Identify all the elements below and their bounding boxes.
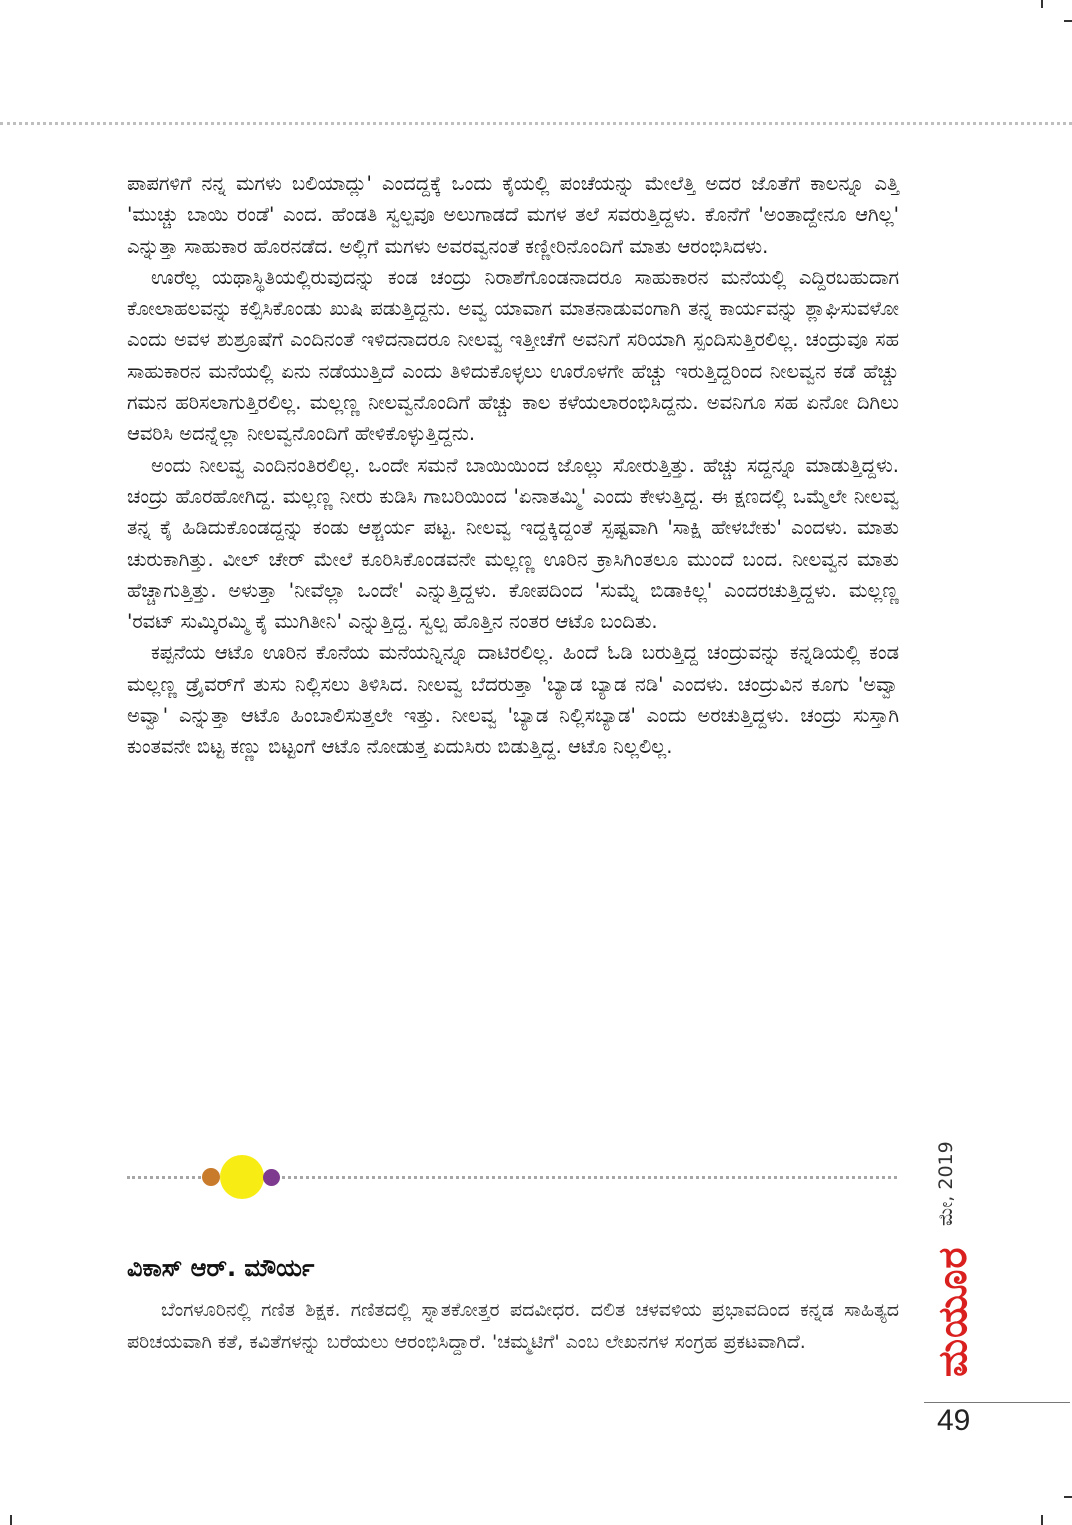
page-number: 49 <box>937 1404 971 1437</box>
paragraph: ಕಪ್ಪನೆಯ ಆಟೊ ಊರಿನ ಕೊನೆಯ ಮನೆಯನ್ನಿನ್ನೂ ದಾಟಿರಲಿಲ್ಲ. ಹಿಂದೆ ಓಡಿ ಬರುತ್ತಿದ್ದ ಚಂದ್ರುವನ್ನು ಕನ್ನಡಿಯಲ್ಲಿ ಕಂಡ ಮಲ್ಲಣ್ಣ ಡ್ರೈವರ್‌ಗೆ ತುಸು ನಿಲ್ಲಿಸಲು ತಿಳಿಸಿದ. ನೀಲವ್ವ ಬೆದರುತ್ತಾ 'ಬ್ಯಾಡ ಬ್ಯಾಡ ನಡಿ' ಎಂದಳು. ಚಂದ್ರುವಿನ ಕೂಗು 'ಅವ್ವಾ ಅವ್ವಾ' ಎನ್ನುತ್ತಾ ಆಟೊ ಹಿಂಬಾಲಿಸುತ್ತಲೇ ಇತ್ತು. ನೀಲವ್ವ 'ಬ್ಯಾಡ ನಿಲ್ಲಿಸಬ್ಯಾಡ' ಎಂದು ಅರಚುತ್ತಿದ್ದಳು. ಚಂದ್ರು ಸುಸ್ತಾಗಿ ಕುಂತವನೇ ಬಿಟ್ಟ ಕಣ್ಣು ಬಿಟ್ಟಂಗೆ ಆಟೊ ನೋಡುತ್ತ ಏದುಸಿರು ಬಿಡುತ್ತಿದ್ದ. ಆಟೊ ನಿಲ್ಲಲಿಲ್ಲ. <box>127 641 899 759</box>
crop-mark-bottom-left <box>10 1515 12 1525</box>
issue-date: ಮೇ, 2019 <box>935 1141 957 1226</box>
divider-dot-orange <box>202 1168 220 1186</box>
divider-dot-purple <box>263 1169 280 1186</box>
divider-dot-yellow <box>220 1155 264 1199</box>
paragraph: ಊರೆಲ್ಲ ಯಥಾಸ್ಥಿತಿಯಲ್ಲಿರುವುದನ್ನು ಕಂಡ ಚಂದ್ರು ನಿರಾಶೆಗೊಂಡನಾದರೂ ಸಾಹುಕಾರನ ಮನೆಯಲ್ಲಿ ಎದ್ದಿರಬಹುದಾಗ ಕೋಲಾಹಲವನ್ನು ಕಲ್ಪಿಸಿಕೊಂಡು ಖುಷಿ ಪಡುತ್ತಿದ್ದನು. ಅವ್ವ ಯಾವಾಗ ಮಾತನಾಡುವಂಗಾಗಿ ತನ್ನ ಕಾರ್ಯವನ್ನು ಶ್ಲಾಘಿಸುವಳೋ ಎಂದು ಅವಳ ಶುಶ್ರೂಷೆಗೆ ಎಂದಿನಂತೆ ಇಳಿದನಾದರೂ ನೀಲವ್ವ ಇತ್ತೀಚೆಗೆ ಅವನಿಗೆ ಸರಿಯಾಗಿ ಸ್ಪಂದಿಸುತ್ತಿರಲಿಲ್ಲ. ಚಂದ್ರುವೂ ಸಹ ಸಾಹುಕಾರನ ಮನೆಯಲ್ಲಿ ಏನು ನಡೆಯುತ್ತಿದೆ ಎಂದು ತಿಳಿದುಕೊಳ್ಳಲು ಊರೊಳಗೇ ಹೆಚ್ಚು ಇರುತ್ತಿದ್ದರಿಂದ ನೀಲವ್ವನ ಕಡೆ ಹೆಚ್ಚು ಗಮನ ಹರಿಸಲಾಗುತ್ತಿರಲಿಲ್ಲ. ಮಲ್ಲಣ್ಣ ನೀಲವ್ವನೊಂದಿಗೆ ಹೆಚ್ಚು ಕಾಲ ಕಳೆಯಲಾರಂಭಿಸಿದ್ದನು. ಅವನಿಗೂ ಸಹ ಏನೋ ದಿಗಿಲು ಆವರಿಸಿ ಅದನ್ನೆಲ್ಲಾ ನೀಲವ್ವನೊಂದಿಗೆ ಹೇಳಿಕೊಳ್ಳುತ್ತಿದ್ದನು. <box>127 265 899 446</box>
magazine-logo: ಮಯೂರ <box>930 1246 976 1378</box>
author-name: ವಿಕಾಸ್ ಆರ್. ಮೌರ್ಯ <box>127 1254 315 1282</box>
story-body <box>127 168 899 763</box>
crop-mark-top-right <box>1041 0 1043 8</box>
top-dotted-rule <box>0 122 1072 125</box>
crop-mark-bottom-right-edge <box>1041 1515 1043 1525</box>
author-bio-text: ಬೆಂಗಳೂರಿನಲ್ಲಿ ಗಣಿತ ಶಿಕ್ಷಕ. ಗಣಿತದಲ್ಲಿ ಸ್ನಾತಕೋತ್ತರ ಪದವೀಧರ. ದಲಿತ ಚಳವಳಿಯ ಪ್ರಭಾವದಿಂದ ಕನ್ನಡ ಸಾಹಿತ್ಯದ ಪರಿಚಯವಾಗಿ ಕತೆ, ಕವಿತೆಗಳನ್ನು ಬರೆಯಲು ಆರಂಭಿಸಿದ್ದಾರೆ. 'ಚಮ್ಮಟಿಗೆ' ಎಂಬ ಲೇಖನಗಳ ಸಂಗ್ರಹ ಪ್ರಕಟವಾಗಿದೆ. <box>127 1299 899 1353</box>
paragraph: ಪಾಪಗಳಿಗೆ ನನ್ನ ಮಗಳು ಬಲಿಯಾದ್ಲು' ಎಂದದ್ದಕ್ಕೆ ಒಂದು ಕೈಯಲ್ಲಿ ಪಂಚೆಯನ್ನು ಮೇಲೆತ್ತಿ ಅದರ ಜೊತೆಗೆ ಕಾಲನ್ನೂ ಎತ್ತಿ 'ಮುಚ್ಚು ಬಾಯಿ ರಂಡೆ' ಎಂದ. ಹೆಂಡತಿ ಸ್ವಲ್ಪವೂ ಅಲುಗಾಡದೆ ಮಗಳ ತಲೆ ಸವರುತ್ತಿದ್ದಳು. ಕೊನೆಗೆ 'ಅಂತಾದ್ದೇನೂ ಆಗಿಲ್ಲ' ಎನ್ನುತ್ತಾ ಸಾಹುಕಾರ ಹೊರನಡೆದ. ಅಲ್ಲಿಗೆ ಮಗಳು ಅವರವ್ವನಂತೆ ಕಣ್ಣೀರಿನೊಂದಿಗೆ ಮಾತು ಆರಂಭಿಸಿದಳು. <box>127 172 899 258</box>
crop-mark-top-right-edge <box>1064 20 1072 22</box>
author-bio <box>127 1294 899 1358</box>
crop-mark-bottom-right <box>1064 1496 1072 1498</box>
paragraph: ಅಂದು ನೀಲವ್ವ ಎಂದಿನಂತಿರಲಿಲ್ಲ. ಒಂದೇ ಸಮನೆ ಬಾಯಿಯಿಂದ ಜೊಲ್ಲು ಸೋರುತ್ತಿತ್ತು. ಹೆಚ್ಚು ಸದ್ದನ್ನೂ ಮಾಡುತ್ತಿದ್ದಳು. ಚಂದ್ರು ಹೊರಹೋಗಿದ್ದ. ಮಲ್ಲಣ್ಣ ನೀರು ಕುಡಿಸಿ ಗಾಬರಿಯಿಂದ 'ಏನಾತಮ್ಮಿ' ಎಂದು ಕೇಳುತ್ತಿದ್ದ. ಈ ಕ್ಷಣದಲ್ಲಿ ಒಮ್ಮೆಲೇ ನೀಲವ್ವ ತನ್ನ ಕೈ ಹಿಡಿದುಕೊಂಡದ್ದನ್ನು ಕಂಡು ಆಶ್ಚರ್ಯ ಪಟ್ಟ. ನೀಲವ್ವ ಇದ್ದಕ್ಕಿದ್ದಂತೆ ಸ್ಪಷ್ಟವಾಗಿ 'ಸಾಕ್ಷಿ ಹೇಳಬೇಕು' ಎಂದಳು. ಮಾತು ಚುರುಕಾಗಿತ್ತು. ವೀಲ್ ಚೇರ್ ಮೇಲೆ ಕೂರಿಸಿಕೊಂಡವನೇ ಮಲ್ಲಣ್ಣ ಊರಿನ ಕ್ರಾಸಿಗಿಂತಲೂ ಮುಂದೆ ಬಂದ. ನೀಲವ್ವನ ಮಾತು ಹೆಚ್ಚಾಗುತ್ತಿತ್ತು. ಅಳುತ್ತಾ 'ನೀವೆಲ್ಲಾ ಒಂದೇ' ಎನ್ನುತ್ತಿದ್ದಳು. ಕೋಪದಿಂದ 'ಸುಮ್ನೆ ಬಿಡಾಕಿಲ್ಲ' ಎಂದರಚುತ್ತಿದ್ದಳು. ಮಲ್ಲಣ್ಣ 'ರವಟ್ ಸುಮ್ಕಿರಮ್ಮಿ ಕೈ ಮುಗಿತೀನಿ' ಎನ್ನುತ್ತಿದ್ದ. ಸ್ವಲ್ಪ ಹೊತ್ತಿನ ನಂತರ ಆಟೊ ಬಂದಿತು. <box>127 453 899 634</box>
page-number-rule <box>924 1402 1070 1403</box>
